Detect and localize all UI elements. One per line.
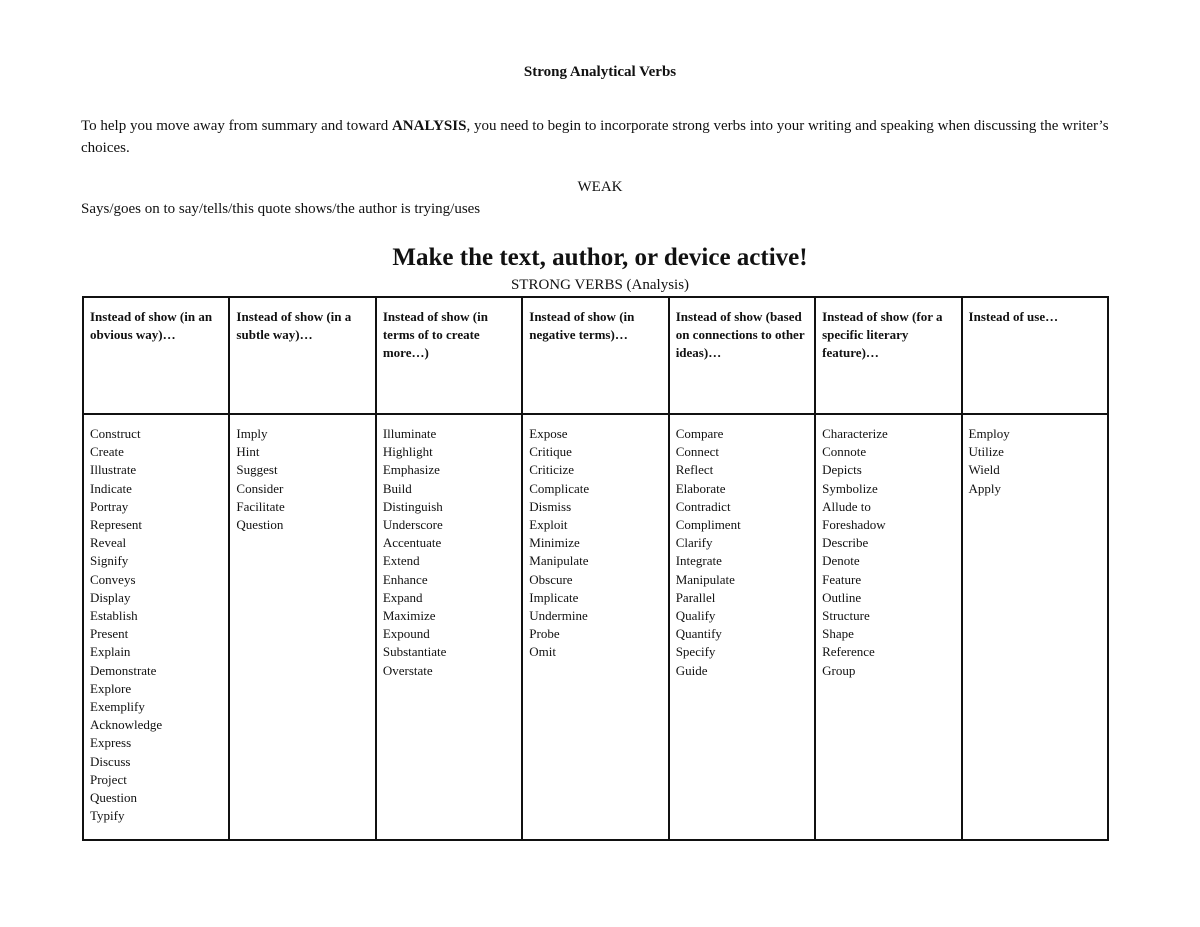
column-header: Instead of use… [962, 297, 1108, 414]
verb-item: Illustrate [90, 462, 137, 478]
verbs-row [83, 414, 1108, 840]
verb-item: Characterize [822, 426, 888, 441]
verb-item: Question [90, 790, 137, 806]
active-heading: Make the text, author, or device active! [392, 244, 808, 271]
verb-item: Denote [822, 553, 860, 569]
verb-item: Conveys [90, 571, 136, 587]
verb-item: Parallel [675, 589, 716, 605]
verb-item: Manipulate [529, 553, 589, 569]
intro-text-after: , you need to begin to incorporate strong verbs into your writing and speaking when discussing the writer’s choices. [81, 118, 1109, 156]
verb-item: Extend [382, 553, 420, 569]
intro-text-before: To help you move away from summary and toward [81, 118, 392, 134]
verb-item: Maximize [382, 608, 436, 624]
verb-item: Build [382, 480, 412, 496]
verb-item: Accentuate [382, 535, 442, 551]
verb-item: Expand [382, 589, 423, 605]
verb-list [376, 414, 522, 840]
verb-item: Criticize [529, 462, 575, 478]
verb-item: Quantify [675, 626, 722, 642]
verb-item: Manipulate [675, 571, 735, 587]
verb-item: Explore [90, 680, 132, 696]
verb-item: Apply [968, 480, 1002, 496]
verb-item: Group [822, 662, 856, 678]
verb-item: Highlight [382, 444, 433, 460]
verb-item: Establish [90, 608, 138, 624]
verb-list [522, 414, 668, 840]
verb-item: Feature [822, 571, 862, 587]
verb-item: Connote [822, 444, 867, 460]
verb-list [815, 414, 961, 840]
header-row [83, 297, 1108, 414]
verb-item: Portray [90, 498, 129, 514]
column-header: Instead of show (in an obvious way)… [83, 297, 229, 414]
verb-item: Minimize [529, 535, 580, 551]
verb-item: Expound [382, 626, 430, 642]
verb-item: Symbolize [822, 480, 878, 496]
verb-item: Signify [90, 553, 129, 569]
verb-item: Acknowledge [90, 717, 163, 733]
verb-item: Critique [529, 444, 572, 460]
strong-verbs-heading: STRONG VERBS (Analysis) [510, 277, 690, 293]
verb-item: Express [90, 735, 132, 751]
intro-bold-analysis: ANALYSIS [391, 118, 467, 134]
verb-item: Emphasize [382, 462, 440, 478]
verb-item: Connect [675, 444, 720, 460]
verb-item: Guide [675, 662, 708, 678]
verb-item: Qualify [675, 608, 716, 624]
verb-item: Wield [968, 462, 1000, 478]
verb-item: Substantiate [382, 644, 447, 660]
verb-item: Employ [968, 426, 1010, 441]
verb-item: Outline [822, 589, 862, 605]
verb-item: Dismiss [529, 498, 572, 514]
verb-item: Specify [675, 644, 716, 660]
verb-item: Exploit [529, 517, 568, 533]
column-header: Instead of show (based on connections to other ideas)… [669, 297, 815, 414]
verb-item: Indicate [90, 480, 132, 496]
verb-item: Complicate [529, 480, 590, 496]
verb-item: Obscure [529, 571, 573, 587]
document-title: Strong Analytical Verbs [523, 64, 677, 80]
verb-item: Integrate [675, 553, 722, 569]
verb-item: Allude to [822, 498, 871, 514]
verb-item: Display [90, 589, 131, 605]
verb-item: Create [90, 444, 124, 460]
column-header: Instead of show (in terms of to create more…) [376, 297, 522, 414]
verb-item: Imply [236, 426, 268, 441]
verb-item: Depicts [822, 462, 862, 478]
verb-item: Consider [236, 480, 284, 496]
verb-item: Construct [90, 426, 141, 441]
verb-item: Reveal [90, 535, 127, 551]
verb-item: Probe [529, 626, 560, 642]
verb-item: Elaborate [675, 480, 726, 496]
weak-heading: WEAK [577, 179, 623, 195]
verb-item: Typify [90, 808, 125, 824]
verb-item: Explain [90, 644, 131, 660]
verb-item: Overstate [382, 662, 433, 678]
verbs-table [82, 296, 1109, 841]
verb-item: Enhance [382, 571, 428, 587]
verb-item: Clarify [675, 535, 713, 551]
verb-item: Suggest [236, 462, 278, 478]
verb-item: Contradict [675, 498, 731, 514]
verb-item: Utilize [968, 444, 1004, 460]
verb-list [669, 414, 815, 840]
verb-list [962, 414, 1108, 840]
verb-item: Compare [675, 426, 724, 441]
verb-item: Shape [822, 626, 854, 642]
verb-item: Expose [529, 426, 568, 441]
verb-item: Hint [236, 444, 260, 460]
verb-item: Exemplify [90, 699, 145, 715]
column-header: Instead of show (in negative terms)… [522, 297, 668, 414]
verb-item: Structure [822, 608, 870, 624]
intro-paragraph [81, 115, 1121, 159]
verb-item: Reference [822, 644, 875, 660]
column-header: Instead of show (for a specific literary feature)… [815, 297, 961, 414]
verb-list [229, 414, 375, 840]
weak-examples: Says/goes on to say/tells/this quote shows/the author is trying/uses [81, 201, 481, 217]
verb-item: Describe [822, 535, 869, 551]
verb-item: Present [90, 626, 129, 642]
verb-item: Foreshadow [822, 517, 886, 533]
verb-item: Discuss [90, 753, 131, 769]
verb-item: Project [90, 771, 127, 787]
verb-list [83, 414, 229, 840]
column-header: Instead of show (in a subtle way)… [229, 297, 375, 414]
verb-item: Reflect [675, 462, 714, 478]
verb-item: Compliment [675, 517, 741, 533]
verb-item: Underscore [382, 517, 443, 533]
verb-item: Question [236, 517, 284, 533]
verb-item: Implicate [529, 589, 579, 605]
verb-item: Distinguish [382, 498, 443, 514]
verb-item: Represent [90, 517, 142, 533]
verb-item: Demonstrate [90, 662, 157, 678]
verb-item: Illuminate [382, 426, 437, 441]
verb-item: Omit [529, 644, 556, 660]
verb-item: Facilitate [236, 498, 285, 514]
verb-item: Undermine [529, 608, 588, 624]
